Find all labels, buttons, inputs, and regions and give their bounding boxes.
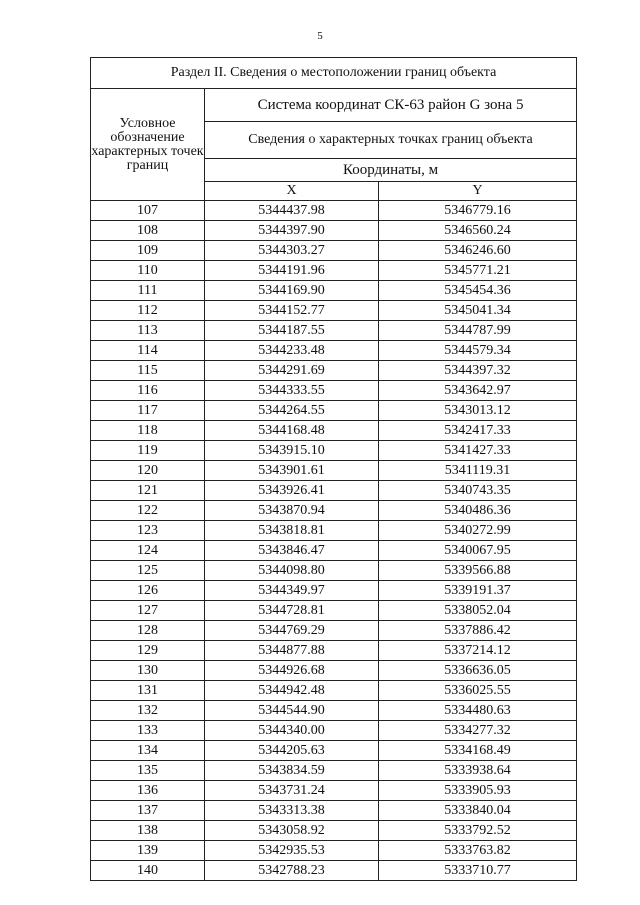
table-row xyxy=(91,681,577,701)
point-id-cell: 110 xyxy=(91,261,205,281)
table-row xyxy=(91,801,577,821)
x-coordinate-cell: 5343870.94 xyxy=(205,501,379,521)
point-id-cell: 122 xyxy=(91,501,205,521)
x-coordinate-cell: 5344291.69 xyxy=(205,361,379,381)
point-id-cell: 113 xyxy=(91,321,205,341)
table-row xyxy=(91,561,577,581)
x-coordinate-cell: 5343834.59 xyxy=(205,761,379,781)
x-coordinate-cell: 5344205.63 xyxy=(205,741,379,761)
x-coordinate-cell: 5344187.55 xyxy=(205,321,379,341)
table-row xyxy=(91,781,577,801)
x-coordinate-cell: 5343915.10 xyxy=(205,441,379,461)
table-row xyxy=(91,281,577,301)
point-id-cell: 132 xyxy=(91,701,205,721)
table-row xyxy=(91,581,577,601)
row-label-header: Условное обозначение характерных точек границ xyxy=(91,89,205,201)
x-coordinate-cell: 5343901.61 xyxy=(205,461,379,481)
x-coordinate-cell: 5342935.53 xyxy=(205,841,379,861)
point-id-cell: 128 xyxy=(91,621,205,641)
point-id-cell: 109 xyxy=(91,241,205,261)
x-coordinate-cell: 5344264.55 xyxy=(205,401,379,421)
table-row xyxy=(91,621,577,641)
point-id-cell: 129 xyxy=(91,641,205,661)
x-coordinate-cell: 5344169.90 xyxy=(205,281,379,301)
y-coordinate-cell: 5333905.93 xyxy=(379,781,577,801)
y-coordinate-cell: 5340272.99 xyxy=(379,521,577,541)
x-coordinate-cell: 5343313.38 xyxy=(205,801,379,821)
table-row xyxy=(91,521,577,541)
x-coordinate-cell: 5344152.77 xyxy=(205,301,379,321)
points-info-title: Сведения о характерных точках границ объекта xyxy=(205,122,577,159)
point-id-cell: 114 xyxy=(91,341,205,361)
y-coordinate-cell: 5334480.63 xyxy=(379,701,577,721)
x-coordinate-cell: 5344877.88 xyxy=(205,641,379,661)
table-row xyxy=(91,481,577,501)
point-id-cell: 117 xyxy=(91,401,205,421)
y-coordinate-cell: 5333840.04 xyxy=(379,801,577,821)
x-coordinate-cell: 5344333.55 xyxy=(205,381,379,401)
point-id-cell: 137 xyxy=(91,801,205,821)
point-id-cell: 118 xyxy=(91,421,205,441)
table-row xyxy=(91,761,577,781)
y-coordinate-cell: 5345454.36 xyxy=(379,281,577,301)
y-coordinate-cell: 5336636.05 xyxy=(379,661,577,681)
x-coordinate-cell: 5343731.24 xyxy=(205,781,379,801)
y-coordinate-cell: 5344397.32 xyxy=(379,361,577,381)
y-coordinate-cell: 5342417.33 xyxy=(379,421,577,441)
table-row xyxy=(91,401,577,421)
table-row xyxy=(91,221,577,241)
point-id-cell: 135 xyxy=(91,761,205,781)
x-coordinate-cell: 5343926.41 xyxy=(205,481,379,501)
y-coordinate-cell: 5346779.16 xyxy=(379,201,577,221)
y-coordinate-cell: 5333792.52 xyxy=(379,821,577,841)
x-coordinate-cell: 5344769.29 xyxy=(205,621,379,641)
x-coordinate-cell: 5344942.48 xyxy=(205,681,379,701)
point-id-cell: 121 xyxy=(91,481,205,501)
table-row xyxy=(91,301,577,321)
y-coordinate-cell: 5344579.34 xyxy=(379,341,577,361)
table-row xyxy=(91,261,577,281)
table-row xyxy=(91,641,577,661)
y-coordinate-cell: 5341119.31 xyxy=(379,461,577,481)
table-body xyxy=(91,201,577,881)
x-coordinate-cell: 5344349.97 xyxy=(205,581,379,601)
point-id-cell: 124 xyxy=(91,541,205,561)
point-id-cell: 111 xyxy=(91,281,205,301)
column-header-x: X xyxy=(205,182,379,201)
y-coordinate-cell: 5345041.34 xyxy=(379,301,577,321)
boundary-coordinates-table xyxy=(90,57,577,881)
x-coordinate-cell: 5344728.81 xyxy=(205,601,379,621)
point-id-cell: 107 xyxy=(91,201,205,221)
x-coordinate-cell: 5344544.90 xyxy=(205,701,379,721)
y-coordinate-cell: 5339566.88 xyxy=(379,561,577,581)
y-coordinate-cell: 5340743.35 xyxy=(379,481,577,501)
table-row xyxy=(91,701,577,721)
point-id-cell: 131 xyxy=(91,681,205,701)
y-coordinate-cell: 5344787.99 xyxy=(379,321,577,341)
point-id-cell: 138 xyxy=(91,821,205,841)
point-id-cell: 127 xyxy=(91,601,205,621)
point-id-cell: 115 xyxy=(91,361,205,381)
x-coordinate-cell: 5344340.00 xyxy=(205,721,379,741)
column-header-y: Y xyxy=(379,182,577,201)
table-row xyxy=(91,421,577,441)
y-coordinate-cell: 5339191.37 xyxy=(379,581,577,601)
table-row xyxy=(91,741,577,761)
y-coordinate-cell: 5333763.82 xyxy=(379,841,577,861)
point-id-cell: 136 xyxy=(91,781,205,801)
table-header xyxy=(91,58,577,201)
table-row xyxy=(91,841,577,861)
x-coordinate-cell: 5344168.48 xyxy=(205,421,379,441)
table-row xyxy=(91,821,577,841)
table-row xyxy=(91,601,577,621)
point-id-cell: 108 xyxy=(91,221,205,241)
table-row xyxy=(91,501,577,521)
x-coordinate-cell: 5344233.48 xyxy=(205,341,379,361)
x-coordinate-cell: 5344098.80 xyxy=(205,561,379,581)
y-coordinate-cell: 5341427.33 xyxy=(379,441,577,461)
x-coordinate-cell: 5344926.68 xyxy=(205,661,379,681)
x-coordinate-cell: 5343818.81 xyxy=(205,521,379,541)
y-coordinate-cell: 5333710.77 xyxy=(379,861,577,881)
y-coordinate-cell: 5333938.64 xyxy=(379,761,577,781)
y-coordinate-cell: 5343013.12 xyxy=(379,401,577,421)
y-coordinate-cell: 5338052.04 xyxy=(379,601,577,621)
x-coordinate-cell: 5343846.47 xyxy=(205,541,379,561)
x-coordinate-cell: 5344303.27 xyxy=(205,241,379,261)
table-row xyxy=(91,721,577,741)
table-row xyxy=(91,361,577,381)
point-id-cell: 120 xyxy=(91,461,205,481)
table-row xyxy=(91,201,577,221)
table-row xyxy=(91,541,577,561)
y-coordinate-cell: 5337214.12 xyxy=(379,641,577,661)
y-coordinate-cell: 5337886.42 xyxy=(379,621,577,641)
x-coordinate-cell: 5344397.90 xyxy=(205,221,379,241)
table-row xyxy=(91,661,577,681)
point-id-cell: 130 xyxy=(91,661,205,681)
point-id-cell: 133 xyxy=(91,721,205,741)
y-coordinate-cell: 5346246.60 xyxy=(379,241,577,261)
y-coordinate-cell: 5345771.21 xyxy=(379,261,577,281)
point-id-cell: 140 xyxy=(91,861,205,881)
page-number: 5 xyxy=(317,30,323,42)
point-id-cell: 112 xyxy=(91,301,205,321)
table-row xyxy=(91,461,577,481)
table-row xyxy=(91,321,577,341)
point-id-cell: 119 xyxy=(91,441,205,461)
point-id-cell: 139 xyxy=(91,841,205,861)
x-coordinate-cell: 5344437.98 xyxy=(205,201,379,221)
point-id-cell: 116 xyxy=(91,381,205,401)
table-row xyxy=(91,381,577,401)
y-coordinate-cell: 5346560.24 xyxy=(379,221,577,241)
x-coordinate-cell: 5344191.96 xyxy=(205,261,379,281)
coordinates-header: Координаты, м xyxy=(205,159,577,182)
coordinate-system-title: Система координат СК-63 район G зона 5 xyxy=(205,89,577,122)
y-coordinate-cell: 5334168.49 xyxy=(379,741,577,761)
point-id-cell: 123 xyxy=(91,521,205,541)
y-coordinate-cell: 5343642.97 xyxy=(379,381,577,401)
table-row xyxy=(91,441,577,461)
y-coordinate-cell: 5340486.36 xyxy=(379,501,577,521)
section-title: Раздел II. Сведения о местоположении границ объекта xyxy=(91,58,577,89)
x-coordinate-cell: 5343058.92 xyxy=(205,821,379,841)
point-id-cell: 125 xyxy=(91,561,205,581)
x-coordinate-cell: 5342788.23 xyxy=(205,861,379,881)
y-coordinate-cell: 5340067.95 xyxy=(379,541,577,561)
point-id-cell: 126 xyxy=(91,581,205,601)
table-row xyxy=(91,241,577,261)
point-id-cell: 134 xyxy=(91,741,205,761)
table-row xyxy=(91,341,577,361)
y-coordinate-cell: 5336025.55 xyxy=(379,681,577,701)
y-coordinate-cell: 5334277.32 xyxy=(379,721,577,741)
table-row xyxy=(91,861,577,881)
